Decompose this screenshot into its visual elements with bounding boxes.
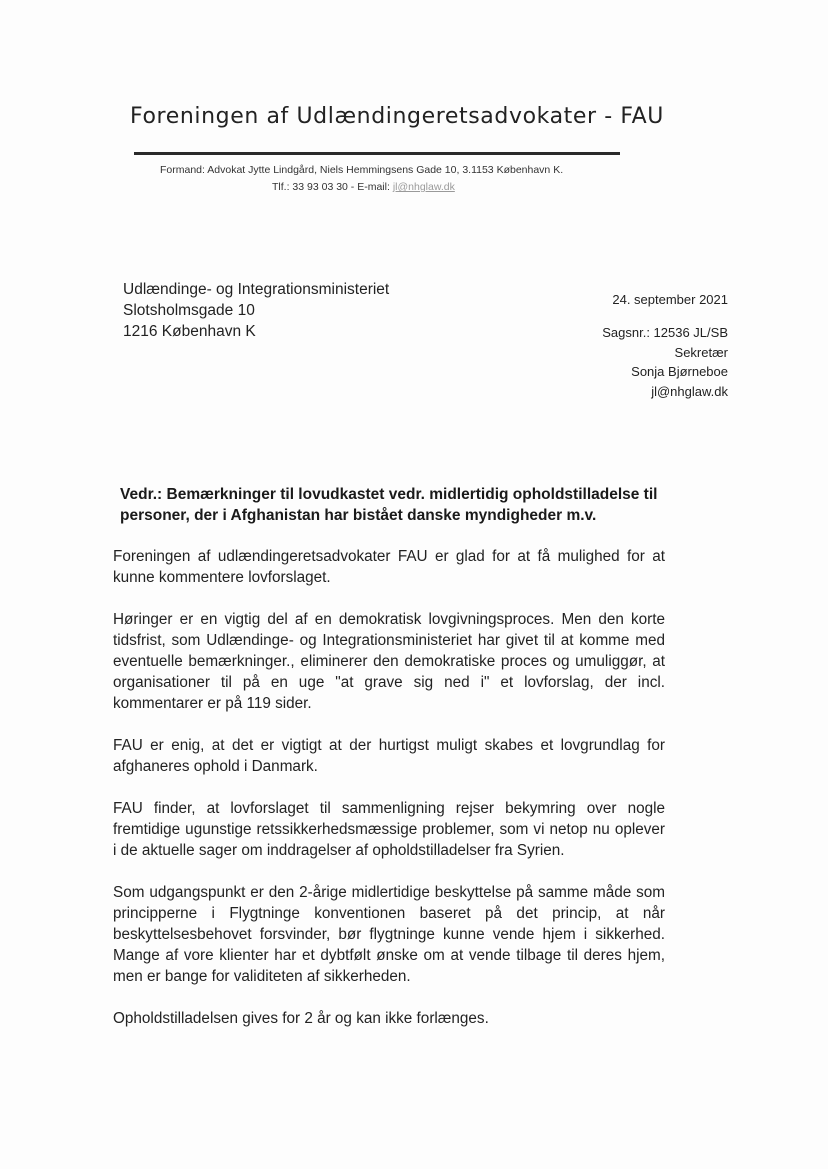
body-paragraph: FAU er enig, at det er vigtigt at der hurtigst muligt skabes et lovgrundlag for afghaneres ophold i Danmark. [113,737,665,775]
contact-email: jl@nhglaw.dk [651,383,728,399]
letterhead-rule [134,152,620,155]
body-paragraph: Opholdstilladelsen gives for 2 år og kan ikke forlænges. [113,1010,489,1027]
letterhead-email-link[interactable]: jl@nhglaw.dk [392,181,455,193]
case-details [468,323,728,401]
recipient-street: Slotsholmsgade 10 [123,302,255,319]
letterhead-contact [272,181,592,193]
letterhead-phone: Tlf.: 33 93 03 30 - E-mail: [272,181,393,193]
letter-date: 24. september 2021 [612,292,728,307]
letter-meta [468,292,728,401]
recipient-address [123,279,453,342]
case-number: Sagsnr.: 12536 JL/SB [602,325,728,340]
body-paragraph: Høringer er en vigtig del af en demokratisk lovgivningsproces. Men den korte tidsfrist, som Udlændinge- og Integrationsministeriet har givet til at komme med eventuelle bemærkninger., eliminerer den demokratiske proces og umuliggør, at organisationer til på en uge "at grave sig ned i" et lovforslag, der incl. kommentarer er på 119 sider. [113,611,665,712]
body-paragraph: Som udgangspunkt er den 2-årige midlertidige beskyttelse på samme måde som principperne i Flygtninge konventionen baseret på det princip, at når beskyttelsesbehovet forsvinder, bør flygtninge kunne vende hjem i sikkerhed. Mange af vore klienter har et dybtfølt ønske om at vende tilbage til deres hjem, men er bange for validiteten af sikkerheden. [113,884,665,985]
recipient-name: Udlændinge- og Integrationsministeriet [123,281,390,298]
contact-role: Sekretær [674,344,728,360]
body-paragraph: FAU finder, at lovforslaget til sammenligning rejser bekymring over nogle fremtidige ugunstige retssikkerhedsmæssige problemer, som vi netop nu oplever i de aktuelle sager om inddragelser af opholdstilladelser fra Syrien. [113,800,665,859]
recipient-city: 1216 København K [123,323,256,340]
body-paragraph: Foreningen af udlændingeretsadvokater FAU er glad for at få mulighed for at kunne kommentere lovforslaget. [113,548,665,586]
letter-body [113,546,665,1029]
letterhead-address: Formand: Advokat Jytte Lindgård, Niels Hemmingsens Gade 10, 3.1153 København K. [160,164,564,176]
letter-subject: Vedr.: Bemærkninger til lovudkastet vedr. midlertidig opholdstilladelse til personer, der i Afghanistan har bistået danske myndigheder m.v. [120,486,658,524]
organization-title: Foreningen af Udlændingeretsadvokater - FAU [130,104,664,129]
contact-name: Sonja Bjørneboe [631,364,728,379]
